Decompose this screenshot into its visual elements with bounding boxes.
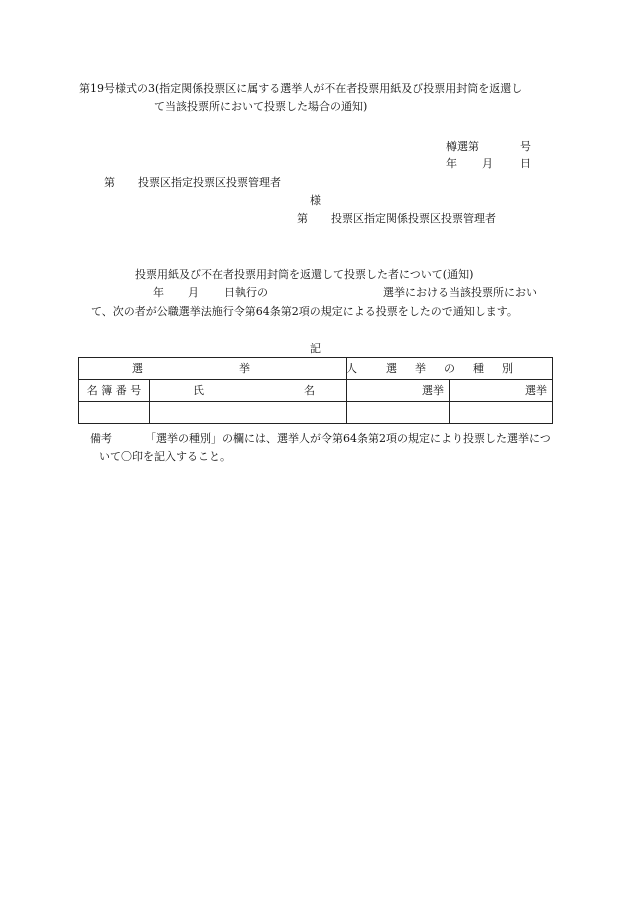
document-number-prefix: 樽選第 (446, 140, 479, 153)
sender-dai: 第 (297, 212, 308, 225)
body-day-exec: 日執行の (224, 286, 268, 299)
body-line2: て、次の者が公職選挙法施行令第64条第2項の規定による投票をしたので通知します。 (91, 305, 518, 318)
note-line1: 「選挙の種別」の欄には、選挙人が令第64条第2項の規定により投票した選挙につ (145, 432, 551, 445)
sender-title: 投票区指定関係投票区投票管理者 (331, 212, 496, 225)
header-election-type: 選 挙 の 種 別 (347, 358, 553, 380)
cell-election-1[interactable] (347, 402, 450, 424)
addressee-dai: 第 (104, 176, 115, 189)
subheader-register-number: 名 簿 番 号 (79, 380, 150, 402)
body-year: 年 (153, 286, 164, 299)
cell-election-2[interactable] (450, 402, 553, 424)
voter-record-table (78, 357, 553, 424)
cell-name[interactable] (150, 402, 347, 424)
subheader-election-1: 選挙 (347, 380, 450, 402)
ki-label: 記 (310, 342, 321, 355)
subject-line: 投票用紙及び不在者投票用封筒を返還して投票した者について(通知) (135, 268, 474, 281)
addressee-sama: 様 (310, 194, 321, 207)
document-number-suffix: 号 (520, 140, 531, 153)
subheader-election-2: 選挙 (450, 380, 553, 402)
date-day: 日 (520, 157, 531, 170)
note-label: 備考 (90, 432, 112, 445)
table-row (79, 402, 553, 424)
header-voter: 選 挙 人 (79, 358, 347, 380)
date-month: 月 (482, 157, 493, 170)
note-line2: いて〇印を記入すること。 (99, 450, 231, 463)
date-year: 年 (446, 157, 457, 170)
form-title-line1: 第19号様式の3(指定関係投票区に属する選挙人が不在者投票用紙及び投票用封筒を返還し (79, 82, 523, 95)
body-election-text: 選挙における当該投票所におい (383, 286, 537, 299)
addressee-title: 投票区指定投票区投票管理者 (138, 176, 281, 189)
form-title-line2: て当該投票所において投票した場合の通知) (154, 100, 368, 113)
subheader-name: 氏 名 (150, 380, 347, 402)
body-month: 月 (188, 286, 199, 299)
table-header-row (79, 358, 553, 380)
cell-register-number[interactable] (79, 402, 150, 424)
table-subheader-row (79, 380, 553, 402)
